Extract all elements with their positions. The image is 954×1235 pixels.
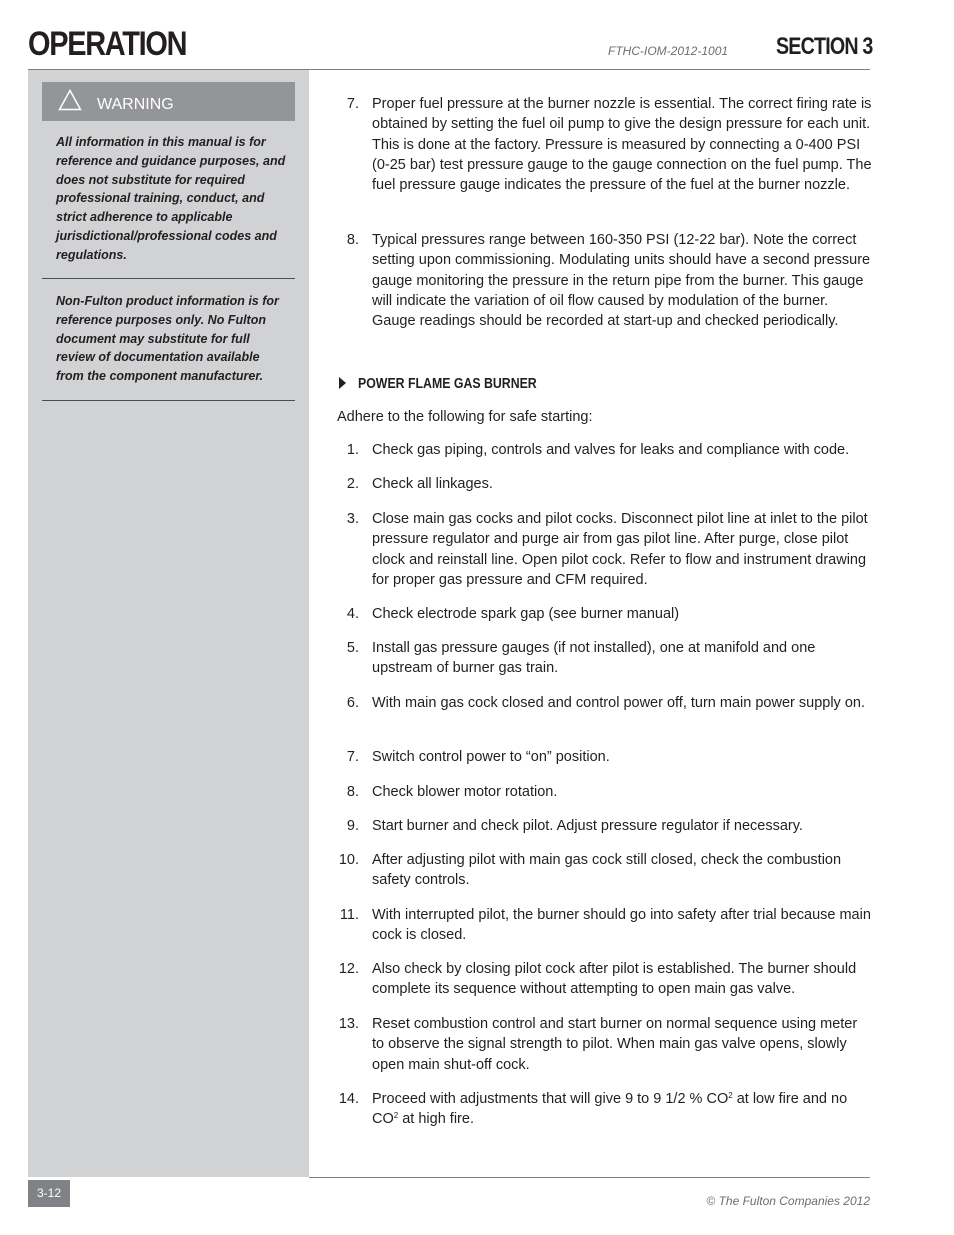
- document-code: FTHC-IOM-2012-1001: [608, 44, 729, 58]
- warning-label: WARNING: [97, 96, 174, 113]
- section-heading: POWER FLAME GAS BURNER: [358, 376, 537, 392]
- warning-note-non-fulton: Non-Fulton product information is for reference purposes only. No Fulton document may substitute for full review of documentation available from the component manufacturer.: [56, 294, 279, 384]
- sidebar-divider: [42, 400, 295, 401]
- section-label: SECTION 3: [776, 33, 873, 60]
- intro-text: Adhere to the following for safe starting:: [337, 409, 593, 425]
- footer-divider: [309, 1177, 870, 1178]
- page-title: OPERATION: [28, 25, 187, 63]
- warning-note-guidance: All information in this manual is for reference and guidance purposes, and does not substitute for required professional training, conduct, and strict adherence to applicable jurisdictional/professional codes and regulations.: [56, 135, 286, 262]
- copyright: © The Fulton Companies 2012: [706, 1194, 870, 1208]
- page-number: 3-12: [28, 1180, 70, 1207]
- warning-triangle-icon: [58, 89, 82, 111]
- sidebar-divider: [42, 278, 295, 279]
- bullet-arrow-icon: [339, 377, 346, 389]
